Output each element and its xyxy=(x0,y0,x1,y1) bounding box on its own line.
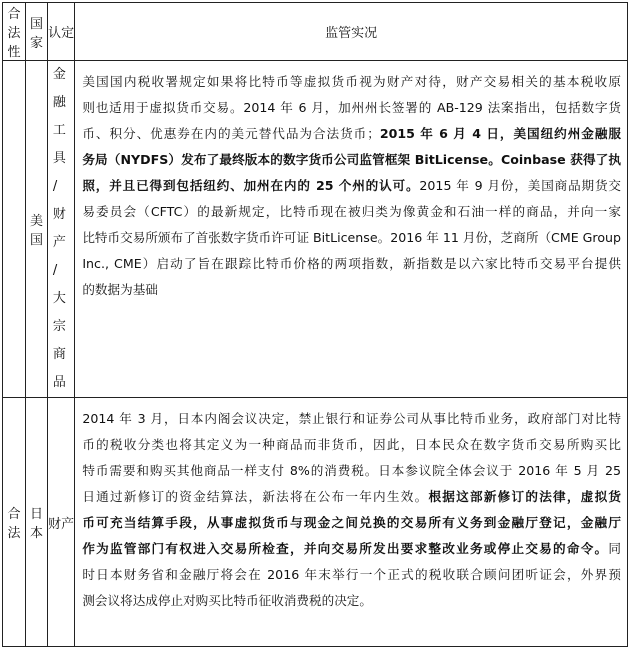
header-row xyxy=(3,3,628,61)
country-cell: 美国 xyxy=(26,61,48,398)
regulation-cell xyxy=(75,398,628,647)
text-line xyxy=(82,225,621,251)
bold-text: 币可充当结算手段，从事虚拟货币与现金之间兑换的交易所有义务到金融厅登记，金融厅 xyxy=(82,515,621,530)
recognition-line: 工 具 xyxy=(52,123,66,166)
text: 同 xyxy=(608,541,621,556)
regulation-cell xyxy=(75,61,628,398)
text-line xyxy=(82,536,621,562)
recognition-line: / 财 xyxy=(52,179,66,222)
recognition-line: 大 宗 xyxy=(52,291,66,334)
text: 时日本财务省和金融厅将会在 2016 年末举行一个正式的税收联合顾问团听证会，外界预 xyxy=(82,567,621,582)
text: 币、积分、优惠券在内的美元替代品为合法货币； xyxy=(82,126,380,141)
text-line xyxy=(82,121,621,147)
header-recognition: 认定 xyxy=(47,3,74,61)
text-line xyxy=(82,277,621,303)
text-line xyxy=(82,406,621,432)
text-line xyxy=(82,69,621,95)
text: 2015 年 9 月份，美国商品期货交 xyxy=(419,178,621,193)
text-line xyxy=(82,510,621,536)
text: 比特币交易所颁布了首张数字货币许可证 BitLicense。2016 年 11 月份，芝商所（CME Group xyxy=(82,230,621,245)
regulation-table xyxy=(2,2,628,647)
text: Inc., CME）启动了旨在跟踪比特币价格的两项指数，新指数是以六家比特币交易平台提供 xyxy=(82,256,621,271)
header-legality: 合法性 xyxy=(3,3,26,61)
text-line xyxy=(82,251,621,277)
table-row xyxy=(3,398,628,647)
bold-text: 2015 年 6 月 4 日，美国纽约州金融服 xyxy=(379,126,621,141)
text: 特币需要和购买其他商品一样支付 8%的消费税。日本参议院全体会议于 2016 年 5 月 25 xyxy=(82,463,621,478)
text: 易委员会（CFTC）的最新规定，比特币现在被归类为像黄金和石油一样的商品，并向一家 xyxy=(82,204,621,219)
text-line xyxy=(82,147,621,173)
text: 则也适用于虚拟货币交易。2014 年 6 月，加州州长签署的 AB-129 法案指出，包括数字货 xyxy=(82,100,621,115)
bold-text: 作为监管部门有权进入交易所检查，并向交易所发出要求整改业务或停止交易的命令。 xyxy=(82,541,609,556)
legality-cell-empty xyxy=(3,61,26,398)
text: 测会议将达成停止对购买比特币征收消费税的决定。 xyxy=(82,593,372,608)
text: 2014 年 3 月，日本内阁会议决定，禁止银行和证券公司从事比特币业务，政府部门对比特 xyxy=(82,411,621,426)
text-line xyxy=(82,95,621,121)
header-regulation: 监管实况 xyxy=(75,3,628,61)
recognition-cell xyxy=(47,61,74,398)
text: 日通过新修订的资金结算法，新法将在公布一年内生效。 xyxy=(82,489,429,504)
header-country: 国家 xyxy=(26,3,48,61)
text-line xyxy=(82,484,621,510)
text-line xyxy=(82,432,621,458)
table-row xyxy=(3,61,628,398)
text: 的数据为基础 xyxy=(82,282,158,297)
text-line xyxy=(82,458,621,484)
text-line xyxy=(82,562,621,588)
bold-text: 务局（NYDFS）发布了最终版本的数字货币公司监管框架 BitLicense。Coinbase 获得了执 xyxy=(82,152,621,167)
recognition-cell: 财产 xyxy=(47,398,74,647)
recognition-line: 金 融 xyxy=(52,67,66,110)
text-line xyxy=(82,199,621,225)
text-line xyxy=(82,173,621,199)
bold-text: 根据这部新修订的法律，虚拟货 xyxy=(428,489,621,504)
legality-cell: 合法 xyxy=(3,398,26,647)
text-line xyxy=(82,588,621,614)
text: 美国国内税收署规定如果将比特币等虚拟货币视为财产对待，财产交易相关的基本税收原 xyxy=(82,74,621,89)
recognition-line: 商 品 xyxy=(52,347,66,390)
country-cell: 日本 xyxy=(26,398,48,647)
bold-text: 照，并且已得到包括纽约、加州在内的 25 个州的认可。 xyxy=(82,178,420,193)
text: 币的税收分类也将其定义为一种商品而非货币，因此，日本民众在数字货币交易所购买比 xyxy=(82,437,621,452)
recognition-line: 产 / xyxy=(52,235,66,278)
